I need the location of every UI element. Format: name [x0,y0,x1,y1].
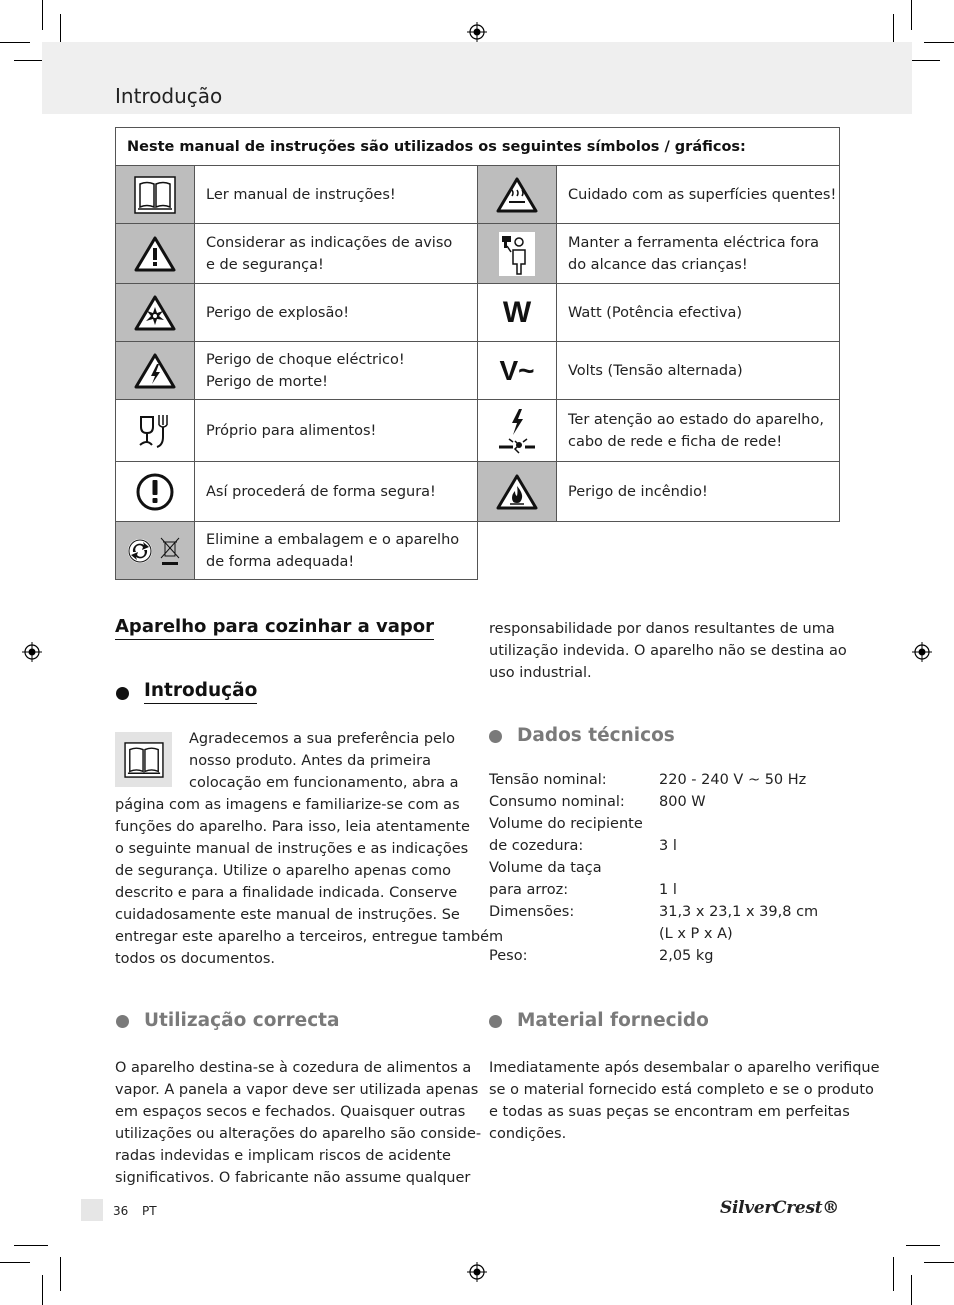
symbol-description: Elimine a embalagem e o aparelho de forma adequada! [194,521,478,580]
symbol-description: Próprio para alimentos! [194,399,478,462]
symbol-description: Así procederá de forma segura! [194,461,478,522]
book-icon [115,165,195,224]
supply-paragraph: Imediatamente após desembalar o aparelho verifique se o material fornecido está completo e se o produto e todas as suas peças se encontram em perfeitas condições. [489,1060,880,1142]
warning-icon [115,223,195,284]
symbol-description: Perigo de incêndio! [556,461,840,522]
product-title: Aparelho para cozinhar a vapor [115,616,434,640]
registration-mark-icon [467,1262,487,1282]
intro-heading: Introdução [144,680,257,704]
explosion-icon [115,283,195,342]
bullet-icon [116,1015,129,1028]
intro-paragraph: página com as imagens e familiarize-se com as funções do aparelho. Para isso, leia atentamente o seguinte manual de instruções e as indicações de segurança. Utilize o aparelho apenas como descrito e para a finalidade indicada. Conserve cuidadosamente este manual de instruções. Se entregar este aparelho a terceiros, entregue também todos os documentos. [115,797,504,967]
child-tool-icon [477,223,557,284]
crop-mark [911,0,912,30]
spec-value: 3 l [659,838,677,854]
usage-heading: Utilização correcta [144,1010,340,1031]
spec-value: 1 l [659,882,677,898]
symbol-description: Manter a ferramenta eléctrica fora do alcance das crianças! [556,223,840,284]
crop-mark [0,42,30,43]
watt-icon: W [477,283,557,342]
crop-mark [924,42,954,43]
crop-mark [893,1257,894,1291]
spec-label: Dimensões: [489,904,575,920]
registration-mark-icon [22,642,42,662]
bullet-icon [489,730,502,743]
symbol-description: Considerar as indicações de aviso e de segurança! [194,223,478,284]
footer-page-box [81,1199,103,1221]
symbol-description: Watt (Potência efectiva) [556,283,840,342]
spec-label: para arroz: [489,882,569,898]
crop-mark [0,1262,30,1263]
symbols-table-heading-text: Neste manual de instruções são utilizados os seguintes símbolos / gráficos: [127,139,746,155]
exclamation-circle-icon [115,461,195,522]
page-language: PT [142,1204,157,1218]
spec-label: Volume da taça [489,860,602,876]
page-number: 36 [113,1204,129,1218]
food-safe-icon [115,399,195,462]
cable-damage-icon [477,399,557,462]
spec-label: de cozedura: [489,838,584,854]
crop-mark [60,1257,61,1291]
symbol-description: Ler manual de instruções! [194,165,478,224]
crop-mark [42,0,43,30]
spec-value: 220 - 240 V ~ 50 Hz [659,772,807,788]
page-title: Introdução [115,84,223,108]
usage-paragraph-continued: responsabilidade por danos resultantes de uma utilização indevida. O aparelho não se destina ao uso industrial. [489,621,847,681]
recycle-icon [115,521,195,580]
spec-value: 31,3 x 23,1 x 39,8 cm [659,904,819,920]
crop-mark [924,1262,954,1263]
symbol-description: Perigo de choque eléctrico! Perigo de morte! [194,341,478,400]
spec-label: Tensão nominal: [489,772,607,788]
bullet-icon [116,687,129,700]
usage-paragraph: O aparelho destina-se à cozedura de alimentos a vapor. A panela a vapor deve ser utilizada apenas em espaços secos e fechados. Quaisquer outras utilizações ou alterações do aparelho são conside- radas indevidas e implicam riscos de acidente significativos. O fabricante não assume qualquer [115,1060,482,1186]
registration-mark-icon [912,642,932,662]
symbol-description: Ter atenção ao estado do aparelho, cabo de rede e ficha de rede! [556,399,840,462]
brand-logo: SilverCrest® [720,1198,839,1218]
spec-label: Peso: [489,948,528,964]
volt-ac-icon: V~ [477,341,557,400]
supply-heading: Material fornecido [517,1010,709,1031]
registration-mark-icon [467,22,487,42]
crop-mark [42,1275,43,1305]
fire-icon [477,461,557,522]
tech-heading: Dados técnicos [517,725,675,746]
hot-surface-icon [477,165,557,224]
symbol-description: Volts (Tensão alternada) [556,341,840,400]
electric-shock-icon [115,341,195,400]
spec-label: Consumo nominal: [489,794,625,810]
intro-paragraph-wrapped: Agradecemos a sua preferência pelo nosso produto. Antes da primeira colocação em funcionamento, abra a [189,731,459,791]
spec-label: Volume do recipiente [489,816,643,832]
spec-value: 800 W [659,794,706,810]
crop-mark [14,1245,48,1246]
bullet-icon [489,1015,502,1028]
symbol-description: Perigo de explosão! [194,283,478,342]
spec-value: (L x P x A) [659,926,733,942]
spec-value: 2,05 kg [659,948,714,964]
crop-mark [906,1245,940,1246]
book-icon [115,732,172,787]
crop-mark [911,1275,912,1305]
symbol-description: Cuidado com as superfícies quentes! [556,165,840,224]
symbols-table-heading [115,127,840,167]
